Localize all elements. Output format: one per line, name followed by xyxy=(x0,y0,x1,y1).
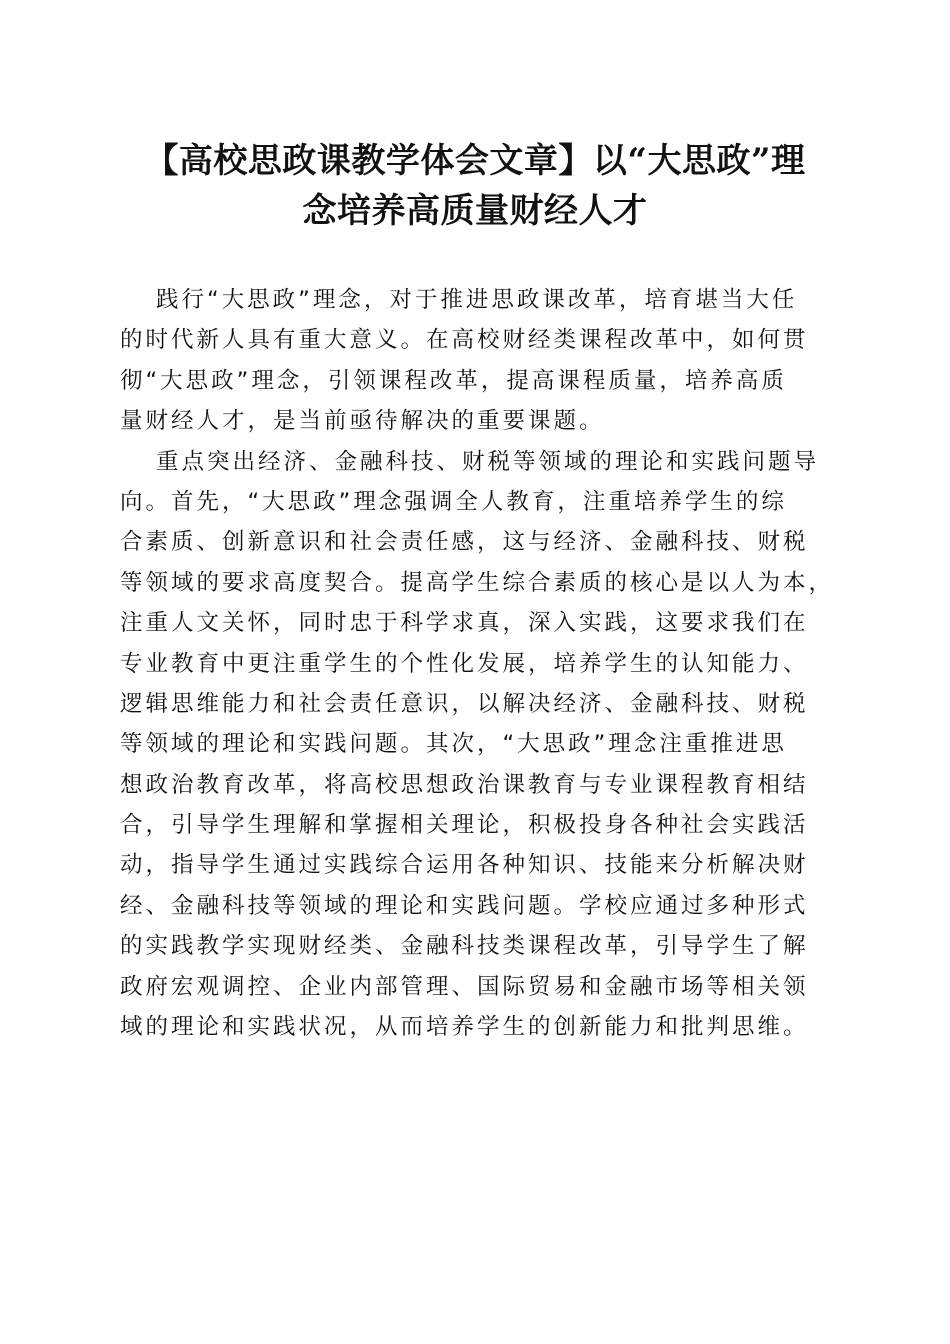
paragraph-1 xyxy=(120,280,830,442)
text-line: 逻辑思维能力和社会责任意识，以解决经济、金融科技、财税 xyxy=(120,690,809,717)
text-line: 注重人文关怀，同时忠于科学求真，深入实践，这要求我们在 xyxy=(120,610,809,637)
text-line: 域的理论和实践状况，从而培养学生的创新能力和批判思维。 xyxy=(120,1014,809,1041)
text-line: 践行“大思政”理念，对于推进思政课改革，培育堪当大任 xyxy=(156,287,798,313)
text-line: 想政治教育改革，将高校思想政治课教育与专业课程教育相结 xyxy=(120,771,809,798)
text-line: 合，引导学生理解和掌握相关理论，积极投身各种社会实践活 xyxy=(120,812,809,839)
text-line: 量财经人才，是当前亟待解决的重要课题。 xyxy=(120,408,605,435)
title-line: 【高校思政课教学体会文章】以“大思政”理 xyxy=(144,141,806,181)
text-line: 合素质、创新意识和社会责任感，这与经济、金融科技、财税 xyxy=(120,529,809,556)
text-line: 政府宏观调控、企业内部管理、国际贸易和金融市场等相关领 xyxy=(120,973,809,1000)
text-line: 等领域的要求高度契合。提高学生综合素质的核心是以人为本， xyxy=(120,569,835,596)
document-body xyxy=(120,280,835,1047)
text-line: 彻“大思政”理念，引领课程改革，提高课程质量，培养高质 xyxy=(120,367,787,394)
text-line: 的实践教学实现财经类、金融科技类课程改革，引导学生了解 xyxy=(120,933,809,960)
text-line: 专业教育中更注重学生的个性化发展，培养学生的认知能力、 xyxy=(120,650,809,677)
text-line: 动，指导学生通过实践综合运用各种知识、技能来分析解决财 xyxy=(120,852,809,879)
text-line: 的时代新人具有重大意义。在高校财经类课程改革中，如何贯 xyxy=(120,327,809,354)
text-line: 重点突出经济、金融科技、财税等领域的理论和实践问题导 xyxy=(156,448,820,475)
paragraph-2 xyxy=(120,442,835,1048)
text-line: 向。首先，“大思政”理念强调全人教育，注重培养学生的综 xyxy=(120,488,787,515)
text-line: 经、金融科技等领域的理论和实践问题。学校应通过多种形式 xyxy=(120,892,809,919)
document-title xyxy=(100,136,850,236)
text-line: 等领域的理论和实践问题。其次，“大思政”理念注重推进思 xyxy=(120,731,787,758)
title-line: 念培养高质量财经人才 xyxy=(302,191,648,231)
